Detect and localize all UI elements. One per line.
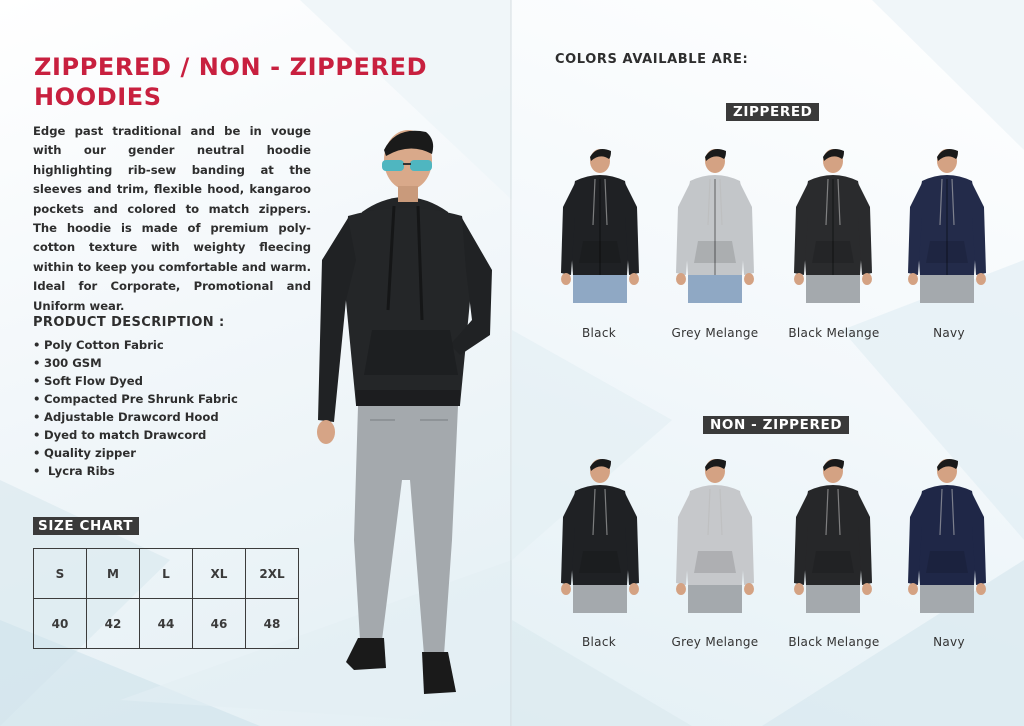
list-item: • Lycra Ribs bbox=[33, 464, 115, 478]
variant-name: Black Melange bbox=[788, 635, 880, 649]
hoodie-figure bbox=[902, 145, 992, 305]
size-cell: 2XL bbox=[246, 549, 299, 599]
list-item: • Poly Cotton Fabric bbox=[33, 338, 164, 352]
hoodie-figure bbox=[670, 145, 760, 305]
product-image-non-zippered-grey-melange bbox=[670, 455, 760, 615]
size-chart-label: SIZE CHART bbox=[33, 517, 139, 535]
size-chart-table bbox=[33, 548, 299, 649]
page-title: ZIPPERED / NON - ZIPPERED HOODIES bbox=[34, 53, 428, 111]
variant-name: Black Melange bbox=[788, 326, 880, 340]
measurement-cell: 44 bbox=[140, 599, 193, 649]
non-zippered-label: NON - ZIPPERED bbox=[703, 416, 849, 434]
variant-name: Grey Melange bbox=[671, 635, 759, 649]
table-row bbox=[34, 549, 299, 599]
variant-name: Navy bbox=[933, 326, 965, 340]
hoodie-figure bbox=[902, 455, 992, 615]
list-item: • Compacted Pre Shrunk Fabric bbox=[33, 392, 238, 406]
colors-available-heading: COLORS AVAILABLE ARE: bbox=[555, 52, 749, 67]
list-item: • Adjustable Drawcord Hood bbox=[33, 410, 219, 424]
zippered-label: ZIPPERED bbox=[726, 103, 819, 121]
hoodie-figure bbox=[788, 455, 878, 615]
product-image-zippered-navy bbox=[902, 145, 992, 305]
table-row bbox=[34, 599, 299, 649]
product-description-heading: PRODUCT DESCRIPTION : bbox=[33, 315, 225, 330]
product-image-non-zippered-navy bbox=[902, 455, 992, 615]
variant-name: Navy bbox=[933, 635, 965, 649]
measurement-cell: 46 bbox=[193, 599, 246, 649]
list-item: • Soft Flow Dyed bbox=[33, 374, 143, 388]
product-image-zippered-black bbox=[555, 145, 645, 305]
variant-name: Black bbox=[582, 326, 616, 340]
measurement-cell: 42 bbox=[87, 599, 140, 649]
intro-paragraph: Edge past traditional and be in vouge with our gender neutral hoodie highlighting rib-sew banding at the sleeves and trim, flexible hood, kangaroo pockets and colored to match zippers. The hoodie is made of premium poly-cotton texture with weighty fleecing within to keep you comfortable and warm. Ideal for Corporate, Promotional and Uniform wear. bbox=[33, 124, 311, 313]
measurement-cell: 48 bbox=[246, 599, 299, 649]
size-cell: L bbox=[140, 549, 193, 599]
product-image-zippered-grey-melange bbox=[670, 145, 760, 305]
hoodie-figure bbox=[788, 145, 878, 305]
hoodie-figure bbox=[555, 455, 645, 615]
variant-name: Grey Melange bbox=[671, 326, 759, 340]
list-item: • 300 GSM bbox=[33, 356, 102, 370]
product-image-non-zippered-black-melange bbox=[788, 455, 878, 615]
list-item: • Quality zipper bbox=[33, 446, 136, 460]
size-cell: S bbox=[34, 549, 87, 599]
size-cell: XL bbox=[193, 549, 246, 599]
model-hoodie-image bbox=[300, 120, 510, 710]
variant-name: Black bbox=[582, 635, 616, 649]
list-item: • Dyed to match Drawcord bbox=[33, 428, 207, 442]
hoodie-figure bbox=[670, 455, 760, 615]
product-image-non-zippered-black bbox=[555, 455, 645, 615]
size-cell: M bbox=[87, 549, 140, 599]
hoodie-figure bbox=[555, 145, 645, 305]
product-description-list bbox=[33, 336, 238, 480]
product-image-zippered-black-melange bbox=[788, 145, 878, 305]
measurement-cell: 40 bbox=[34, 599, 87, 649]
